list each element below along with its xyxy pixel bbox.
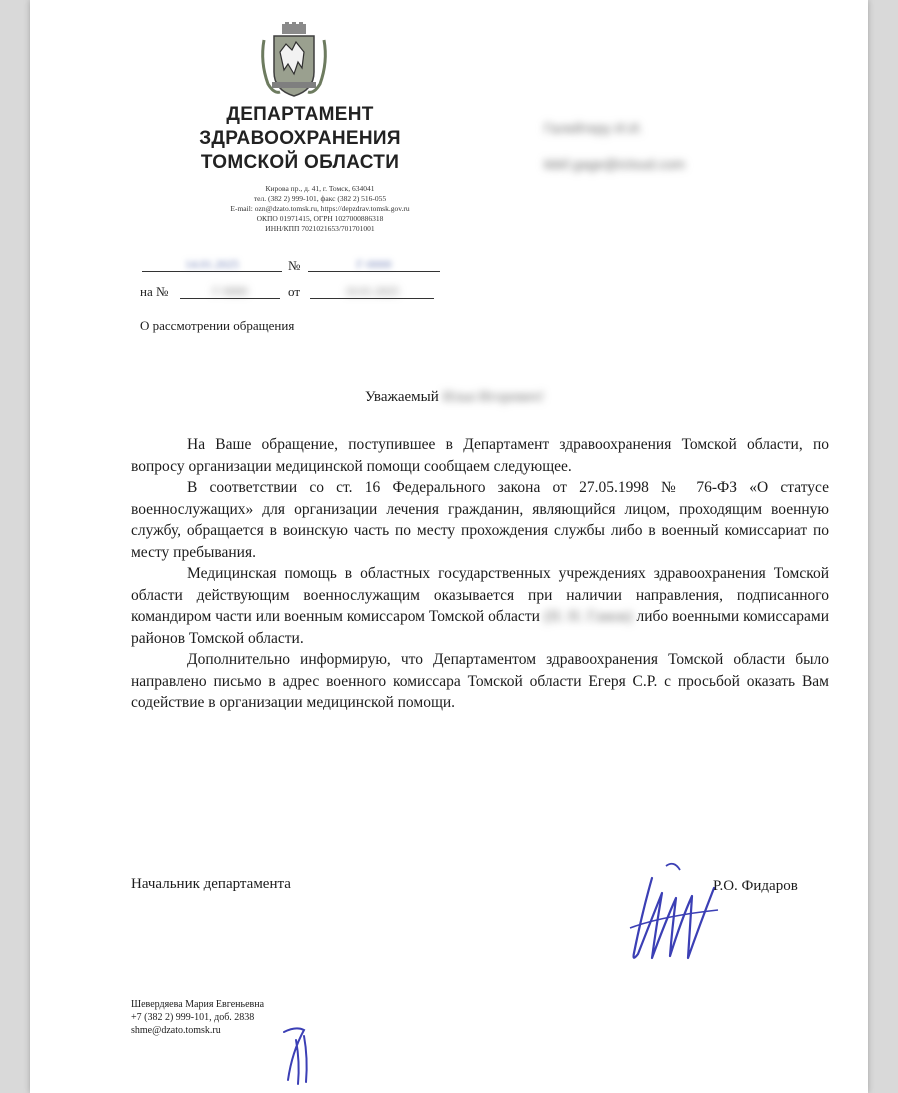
- reg-number-field: [308, 257, 440, 272]
- department-name: [150, 103, 450, 175]
- recipient-name-redacted: Галейтеру И.И.: [544, 120, 643, 136]
- executor-phone: +7 (382 2) 999-101, доб. 2838: [131, 1012, 255, 1023]
- department-line-2: ЗДРАВООХРАНЕНИЯ: [199, 128, 401, 149]
- coat-of-arms-icon: [258, 22, 330, 100]
- body-paragraph-2: В соответствии со ст. 16 Федерального закона от 27.05.1998 № 76-ФЗ «О статусе военнослужащих» для организации лечения гражданин, являющийся лицом, проходящим военную службу, обращается в воинскую часть по месту прохождения службы либо в военный комиссариат по месту пребывания.: [131, 479, 829, 561]
- ref-from-label: от: [288, 284, 301, 299]
- department-contacts: [170, 184, 470, 234]
- salutation-name-redacted: Илья Игоревич!: [442, 389, 545, 405]
- contact-okpo: ОКПО 01971415, ОГРН 1027000886318: [256, 214, 384, 223]
- contact-inn: ИНН/КПП 7021021653/701701001: [265, 224, 375, 233]
- body-paragraph-3: [131, 563, 829, 649]
- reg-number-redacted: Г-0000: [356, 257, 392, 271]
- department-line-1: ДЕПАРТАМЕНТ: [226, 104, 374, 125]
- contact-phone: тел. (382 2) 999-101, факс (382 2) 516-055: [253, 194, 387, 203]
- ref-number-redacted: Г-0000: [212, 284, 248, 298]
- contact-email: E-mail: ozn@dzato.tomsk.ru, https://depzdrav.tomsk.gov.ru: [230, 204, 410, 213]
- reg-date-redacted: 14.01.2025: [185, 257, 239, 271]
- handwritten-signature-icon: [622, 858, 722, 968]
- recipient-email-redacted: kkkf.gage@icloud.com: [544, 156, 686, 172]
- department-line-3: ТОМСКОЙ ОБЛАСТИ: [200, 152, 400, 173]
- signatory-title: Начальник департамента: [131, 876, 291, 892]
- letter-page: [30, 0, 868, 1093]
- body-paragraph-3-part-2: либо военными комиссарами районов Томской области.: [131, 608, 830, 647]
- recipient-block: [544, 110, 685, 182]
- body-paragraph-3-part-1: Медицинская помощь в областных государственных учреждениях здравоохранения Томской области действующим военнослужащим оказывается при наличии направления, подписанного командиром части или военным комиссаром Томской области: [131, 565, 829, 625]
- body-paragraph-3-redacted: (Н. Н. Гамов): [543, 608, 633, 625]
- reg-date-field: [142, 257, 282, 272]
- salutation-prefix: Уважаемый: [365, 389, 439, 405]
- executor-email: shme@dzato.tomsk.ru: [131, 1025, 221, 1036]
- contact-address: Кирова пр., д. 41, г. Томск, 634041: [265, 184, 375, 193]
- salutation: [365, 389, 544, 406]
- body-paragraph-1: На Ваше обращение, поступившее в Департамент здравоохранения Томской области, по вопросу организации медицинской помощи сообщаем следующее.: [131, 436, 829, 475]
- ref-date-redacted: 10.01.2025: [345, 284, 399, 298]
- reg-number-label: №: [288, 258, 301, 273]
- ref-date-field: [310, 284, 434, 299]
- handwritten-initial-icon: [278, 1022, 314, 1088]
- letter-body: [131, 434, 829, 714]
- ref-number-field: [180, 284, 280, 299]
- ref-number-label: на №: [140, 284, 169, 299]
- executor-info: [131, 998, 264, 1037]
- executor-name: Шевердяева Мария Евгеньевна: [131, 999, 265, 1010]
- body-paragraph-4: Дополнительно информирую, что Департаментом здравоохранения Томской области было направлено письмо в адрес военного комиссара Томской области Егеря С.Р. с просьбой оказать Вам содействие в организации медицинской помощи.: [131, 651, 829, 711]
- letter-subject: О рассмотрении обращения: [140, 318, 295, 333]
- signatory-name: Р.О. Фидаров: [713, 878, 798, 894]
